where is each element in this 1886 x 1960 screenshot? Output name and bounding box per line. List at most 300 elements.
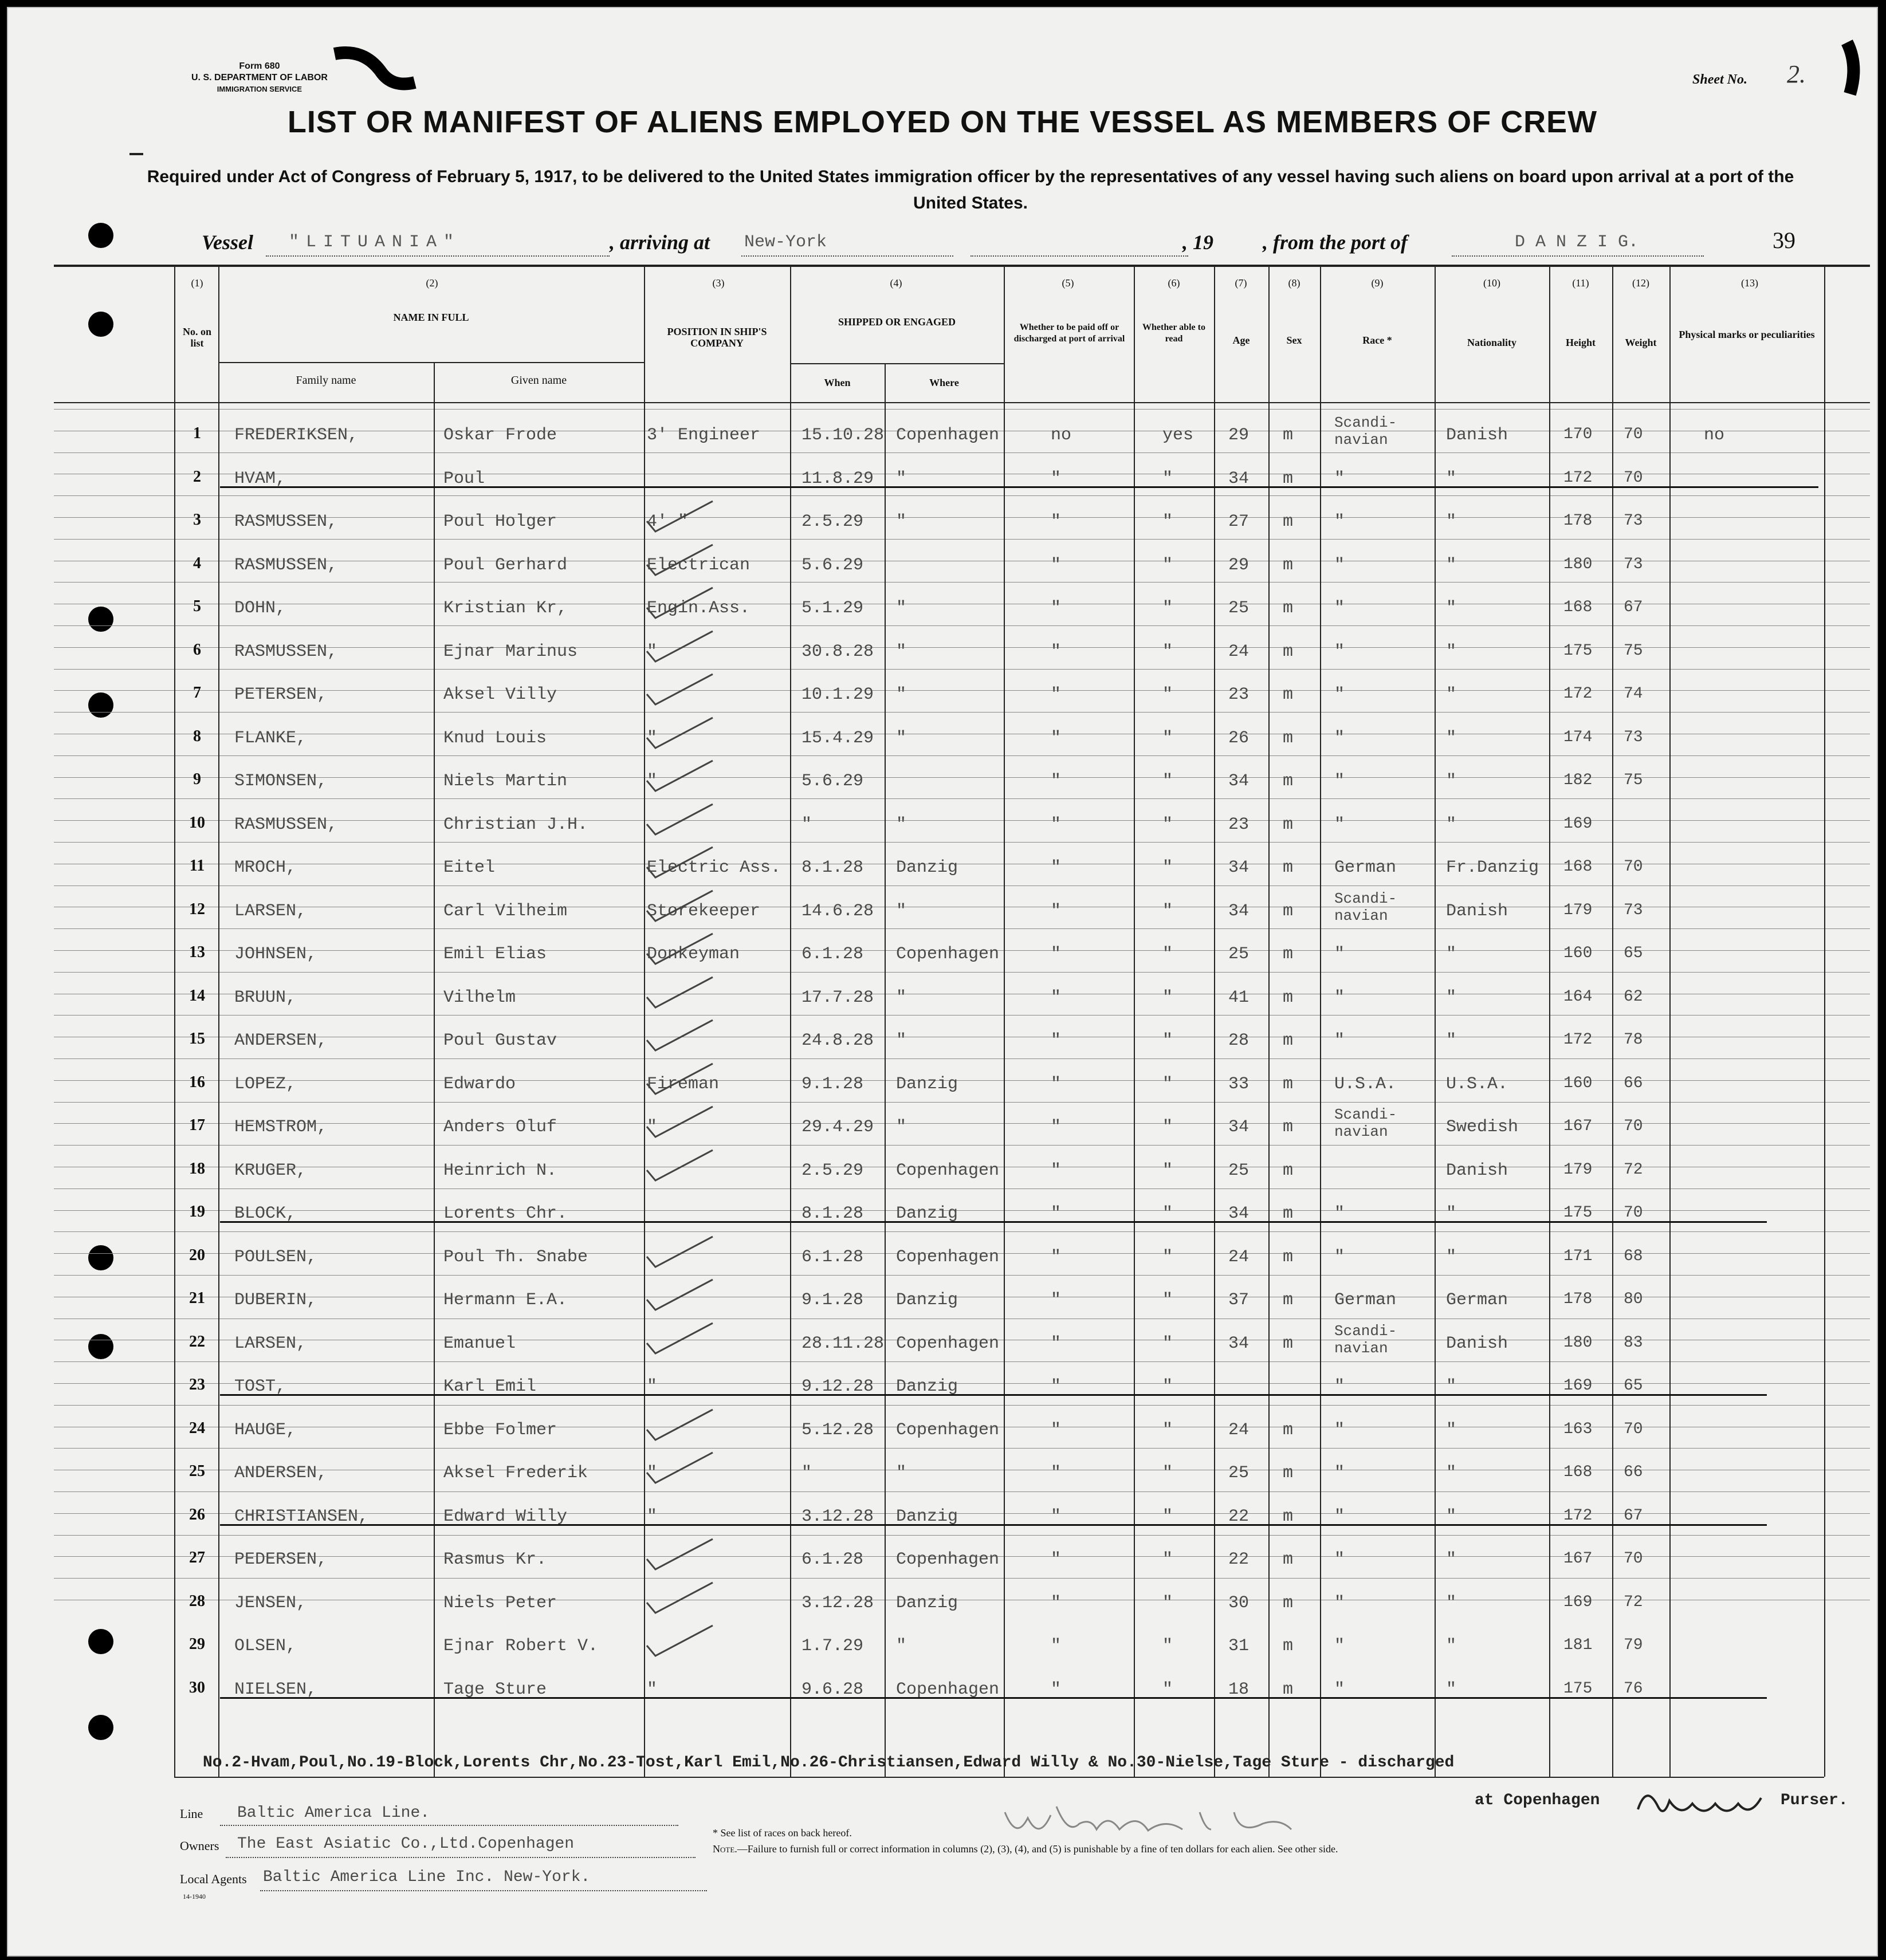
check-mark-icon <box>638 758 718 792</box>
line-value: Baltic America Line. <box>237 1804 430 1822</box>
shipped-port-cell: " <box>896 599 907 618</box>
race-cell: " <box>1334 1031 1345 1050</box>
family-name-cell: RASMUSSEN, <box>234 641 338 662</box>
header-no-on-list: No. on list <box>182 326 211 349</box>
check-mark-icon <box>638 628 718 663</box>
height-cell: 175 <box>1563 1679 1593 1698</box>
nationality-cell: " <box>1446 1593 1457 1613</box>
note-text: —Failure to furnish full or correct information in columns (2), (3), (4), and (5) is punishable by a fine of ten dollars for each alien. See other side. <box>737 1843 1338 1855</box>
header-age: Age <box>1232 334 1250 346</box>
height-cell: 168 <box>1563 599 1593 616</box>
nationality-cell: Swedish <box>1446 1117 1519 1137</box>
col-number: (6) <box>1168 277 1180 289</box>
shipped-date-cell: 9.6.28 <box>801 1679 864 1699</box>
given-name-cell: Oskar Frode <box>443 426 557 445</box>
nationality-cell: " <box>1446 987 1457 1007</box>
sex-cell: m <box>1283 1593 1294 1613</box>
shipped-port-cell: Copenhagen <box>896 944 1000 964</box>
sex-cell: m <box>1283 1550 1294 1569</box>
race-cell: " <box>1334 1247 1345 1267</box>
sex-cell: m <box>1283 555 1294 575</box>
purser-label: Purser. <box>1781 1792 1848 1809</box>
able-to-read-cell: " <box>1162 641 1173 662</box>
shipped-port-cell: Copenhagen <box>896 1679 1000 1699</box>
height-cell: 160 <box>1563 1074 1593 1092</box>
given-name-cell: Eitel <box>443 858 496 877</box>
position-cell: " <box>647 1679 658 1699</box>
age-cell: 34 <box>1228 772 1250 791</box>
given-name-cell: Emanuel <box>443 1333 516 1353</box>
nationality-cell: " <box>1446 728 1457 748</box>
height-cell: 169 <box>1563 1593 1593 1611</box>
row-number: 4 <box>193 554 201 572</box>
given-name-cell: Poul Holger <box>443 512 557 532</box>
col-number: (9) <box>1371 277 1384 289</box>
inspector-signature-text <box>1005 1795 1170 1815</box>
sex-cell: m <box>1283 987 1294 1007</box>
able-to-read-cell: " <box>1162 1463 1173 1483</box>
sex-cell: m <box>1283 1204 1294 1223</box>
height-cell: 175 <box>1563 641 1593 660</box>
nationality-cell: " <box>1446 685 1457 705</box>
able-to-read-cell: " <box>1162 1117 1173 1137</box>
check-mark-icon <box>638 1147 718 1182</box>
strike-through-line <box>220 1524 1767 1526</box>
shipped-date-cell: 2.5.29 <box>801 512 864 532</box>
given-name-cell: Ejnar Robert V. <box>443 1636 599 1656</box>
punch-hole <box>88 1245 113 1270</box>
row-number: 3 <box>193 511 201 529</box>
weight-cell: 75 <box>1624 641 1643 660</box>
age-cell: 41 <box>1228 987 1250 1007</box>
age-cell: 28 <box>1228 1031 1250 1050</box>
position-cell: Electric Ass. <box>647 858 781 877</box>
check-mark-icon <box>638 498 718 533</box>
header-where: Where <box>929 377 959 388</box>
col-number: (12) <box>1632 277 1649 289</box>
sex-cell: m <box>1283 1160 1294 1180</box>
shipped-port-cell: " <box>896 987 907 1007</box>
shipped-port-cell: " <box>896 641 907 662</box>
paid-off-cell: " <box>1051 1160 1062 1180</box>
position-cell: 4' " <box>647 512 689 532</box>
able-to-read-cell: " <box>1162 555 1173 575</box>
sex-cell: m <box>1283 426 1294 445</box>
from-port-label: , from the port of <box>1263 231 1408 254</box>
age-cell: 24 <box>1228 1247 1250 1267</box>
vessel-name: "LITUANIA" <box>289 233 461 252</box>
shipped-date-cell: 15.10.28 <box>801 426 885 445</box>
paid-off-cell: " <box>1051 858 1062 877</box>
shipped-port-cell: " <box>896 1463 907 1483</box>
form-number: Form 680 <box>239 61 280 71</box>
sex-cell: m <box>1283 1247 1294 1267</box>
row-number: 6 <box>193 640 201 659</box>
able-to-read-cell: " <box>1162 944 1173 964</box>
weight-cell: 73 <box>1624 512 1643 530</box>
departure-port: D A N Z I G. <box>1515 233 1639 252</box>
row-number: 19 <box>189 1203 205 1221</box>
col-number: (13) <box>1741 277 1758 289</box>
check-mark-icon <box>638 1536 718 1571</box>
col-number: (8) <box>1288 277 1300 289</box>
sex-cell: m <box>1283 1679 1294 1699</box>
sex-cell: m <box>1283 1117 1294 1137</box>
shipped-port-cell: Danzig <box>896 1593 958 1613</box>
row-number: 24 <box>189 1419 205 1437</box>
weight-cell: 72 <box>1624 1593 1643 1611</box>
family-name-cell: BRUUN, <box>234 987 297 1007</box>
nationality-cell: German <box>1446 1290 1508 1310</box>
sex-cell: m <box>1283 641 1294 662</box>
able-to-read-cell: " <box>1162 599 1173 618</box>
sex-cell: m <box>1283 1420 1294 1440</box>
nationality-cell: " <box>1446 1550 1457 1569</box>
family-name-cell: NIELSEN, <box>234 1679 317 1699</box>
paid-off-cell: " <box>1051 1117 1062 1137</box>
row-number: 23 <box>189 1376 205 1394</box>
row-number: 9 <box>193 770 201 788</box>
paid-off-cell: " <box>1051 1636 1062 1656</box>
able-to-read-cell: " <box>1162 1506 1173 1526</box>
position-cell: " <box>647 772 658 791</box>
check-mark-icon <box>638 542 718 576</box>
strike-through-line <box>220 1697 1767 1699</box>
nationality-cell: " <box>1446 469 1457 489</box>
given-name-cell: Emil Elias <box>443 944 547 964</box>
shipped-port-cell: Copenhagen <box>896 1550 1000 1569</box>
check-mark-icon <box>638 1017 718 1052</box>
header-family-name: Family name <box>296 374 356 387</box>
family-name-cell: LARSEN, <box>234 901 307 921</box>
shipped-port-cell: " <box>896 1636 907 1656</box>
nationality-cell: Danish <box>1446 1160 1508 1180</box>
arriving-label: , arriving at <box>610 231 710 254</box>
age-cell: 25 <box>1228 1463 1250 1483</box>
form-identifier <box>191 61 328 95</box>
paid-off-cell: " <box>1051 772 1062 791</box>
shipped-date-cell: 3.12.28 <box>801 1506 874 1526</box>
position-cell: Fireman <box>647 1074 720 1094</box>
row-number: 1 <box>193 424 201 442</box>
nationality-cell: " <box>1446 1377 1457 1396</box>
age-cell: 22 <box>1228 1506 1250 1526</box>
shipped-port-cell: Danzig <box>896 1204 958 1223</box>
vessel-label: Vessel <box>202 231 253 254</box>
nationality-cell: " <box>1446 1506 1457 1526</box>
family-name-cell: RASMUSSEN, <box>234 512 338 532</box>
family-name-cell: LOPEZ, <box>234 1074 297 1094</box>
age-cell: 30 <box>1228 1593 1250 1613</box>
paid-off-cell: " <box>1051 685 1062 705</box>
paid-off-cell: " <box>1051 1593 1062 1613</box>
shipped-date-cell: 11.8.29 <box>801 469 874 489</box>
family-name-cell: RASMUSSEN, <box>234 814 338 835</box>
family-name-cell: SIMONSEN, <box>234 772 328 791</box>
row-number: 12 <box>189 900 205 918</box>
sex-cell: m <box>1283 944 1294 964</box>
paid-off-cell: " <box>1051 944 1062 964</box>
row-number: 11 <box>189 857 205 875</box>
punch-hole <box>88 607 113 632</box>
check-mark-icon <box>638 1061 718 1095</box>
row-number: 16 <box>189 1073 205 1091</box>
header-paid-off: Whether to be paid off or discharged at port of arrival <box>1013 322 1125 344</box>
able-to-read-cell: " <box>1162 858 1173 877</box>
weight-cell: 66 <box>1624 1463 1643 1481</box>
paid-off-cell: " <box>1051 469 1062 489</box>
race-cell: U.S.A. <box>1334 1074 1397 1094</box>
shipped-date-cell: 6.1.28 <box>801 944 864 964</box>
sex-cell: m <box>1283 858 1294 877</box>
col-number: (7) <box>1235 277 1247 289</box>
paid-off-cell: " <box>1051 728 1062 748</box>
given-name-cell: Edwardo <box>443 1074 516 1094</box>
weight-cell: 70 <box>1624 1550 1643 1568</box>
age-cell: 22 <box>1228 1550 1250 1569</box>
shipped-port-cell: " <box>896 728 907 748</box>
nationality-cell: " <box>1446 641 1457 662</box>
binding-mark <box>329 42 421 94</box>
position-cell: Electrican <box>647 555 751 575</box>
row-number: 15 <box>189 1030 205 1048</box>
paid-off-cell: " <box>1051 901 1062 921</box>
punch-hole <box>88 1715 113 1740</box>
weight-cell: 73 <box>1624 728 1643 746</box>
header-nationality: Nationality <box>1467 337 1516 348</box>
shipped-date-cell: " <box>801 1463 812 1483</box>
weight-cell: 75 <box>1624 772 1643 789</box>
given-name-cell: Knud Louis <box>443 728 547 748</box>
given-name-cell: Aksel Frederik <box>443 1463 588 1483</box>
family-name-cell: RASMUSSEN, <box>234 555 338 575</box>
height-cell: 172 <box>1563 469 1593 487</box>
age-cell: 27 <box>1228 512 1250 532</box>
check-mark-icon <box>638 585 718 619</box>
able-to-read-cell: yes <box>1162 426 1194 445</box>
position-cell: " <box>647 1506 658 1526</box>
sex-cell: m <box>1283 1636 1294 1656</box>
row-number: 5 <box>193 597 201 615</box>
weight-cell: 65 <box>1624 944 1643 962</box>
shipped-port-cell: " <box>896 1117 907 1137</box>
shipped-port-cell: Copenhagen <box>896 1160 1000 1180</box>
arrival-port: New-York <box>744 233 827 252</box>
race-cell: Scandi-navian <box>1334 1106 1397 1140</box>
paid-off-cell: " <box>1051 1333 1062 1353</box>
header-position: POSITION IN SHIP'S COMPANY <box>667 326 767 349</box>
able-to-read-cell: " <box>1162 469 1173 489</box>
shipped-date-cell: 30.8.28 <box>801 641 874 662</box>
age-cell: 34 <box>1228 1333 1250 1353</box>
age-cell: 34 <box>1228 1204 1250 1223</box>
shipped-port-cell: " <box>896 814 907 835</box>
sex-cell: m <box>1283 1506 1294 1526</box>
age-cell: 34 <box>1228 1117 1250 1137</box>
shipped-date-cell: 8.1.28 <box>801 1204 864 1223</box>
weight-cell: 70 <box>1624 1204 1643 1222</box>
row-number: 2 <box>193 467 201 486</box>
age-cell: 25 <box>1228 599 1250 618</box>
weight-cell: 66 <box>1624 1074 1643 1092</box>
age-cell: 23 <box>1228 685 1250 705</box>
sex-cell: m <box>1283 772 1294 791</box>
age-cell: 26 <box>1228 728 1250 748</box>
sheet-number: 2. <box>1787 60 1806 88</box>
row-number: 29 <box>189 1635 205 1653</box>
check-mark-icon <box>638 1320 718 1355</box>
row-number: 30 <box>189 1678 205 1697</box>
race-cell: " <box>1334 512 1345 532</box>
row-number: 26 <box>189 1505 205 1524</box>
race-cell: " <box>1334 641 1345 662</box>
paid-off-cell: " <box>1051 512 1062 532</box>
position-cell: " <box>647 1377 658 1396</box>
nationality-cell: " <box>1446 1204 1457 1223</box>
header-shipped: SHIPPED OR ENGAGED <box>838 316 956 328</box>
physical-marks-cell: no <box>1704 426 1725 445</box>
shipped-date-cell: 9.1.28 <box>801 1074 864 1094</box>
shipped-port-cell: Copenhagen <box>896 426 1000 445</box>
weight-cell: 70 <box>1624 426 1643 443</box>
nationality-cell: " <box>1446 1247 1457 1267</box>
vessel-line <box>8 227 1877 265</box>
race-cell: " <box>1334 599 1345 618</box>
shipped-date-cell: 8.1.28 <box>801 858 864 877</box>
race-cell: " <box>1334 555 1345 575</box>
nationality-cell: " <box>1446 512 1457 532</box>
paid-off-cell: " <box>1051 1204 1062 1223</box>
shipped-date-cell: 17.7.28 <box>801 987 874 1007</box>
row-number: 20 <box>189 1246 205 1264</box>
height-cell: 167 <box>1563 1550 1593 1568</box>
family-name-cell: CHRISTIANSEN, <box>234 1506 369 1526</box>
race-cell: " <box>1334 1593 1345 1613</box>
header-able-to-read: Whether able to read <box>1142 322 1205 344</box>
family-name-cell: JOHNSEN, <box>234 944 317 964</box>
nationality-cell: Danish <box>1446 1333 1508 1353</box>
check-mark-icon <box>638 1450 718 1484</box>
check-mark-icon <box>638 974 718 1009</box>
paid-off-cell: " <box>1051 1506 1062 1526</box>
shipped-port-cell: Danzig <box>896 1377 958 1396</box>
able-to-read-cell: " <box>1162 1550 1173 1569</box>
shipped-date-cell: 29.4.29 <box>801 1117 874 1137</box>
paid-off-cell: " <box>1051 1550 1062 1569</box>
age-cell: 23 <box>1228 814 1250 835</box>
race-cell: " <box>1334 1463 1345 1483</box>
given-name-cell: Edward Willy <box>443 1506 568 1526</box>
able-to-read-cell: " <box>1162 1074 1173 1094</box>
family-name-cell: MROCH, <box>234 858 297 877</box>
shipped-date-cell: 14.6.28 <box>801 901 874 921</box>
age-cell: 29 <box>1228 555 1250 575</box>
check-mark-icon <box>638 1234 718 1268</box>
check-mark-icon <box>638 1277 718 1311</box>
shipped-date-cell: 3.12.28 <box>801 1593 874 1613</box>
header-when: When <box>824 377 851 388</box>
given-name-cell: Carl Vilheim <box>443 901 568 921</box>
able-to-read-cell: " <box>1162 1031 1173 1050</box>
check-mark-icon <box>638 844 718 879</box>
family-name-cell: FREDERIKSEN, <box>234 426 359 445</box>
shipped-date-cell: 15.4.29 <box>801 728 874 748</box>
agents-value: Baltic America Line Inc. New-York. <box>263 1868 591 1886</box>
paid-off-cell: " <box>1051 1420 1062 1440</box>
col-number: (1) <box>191 277 203 289</box>
nationality-cell: " <box>1446 1463 1457 1483</box>
punch-hole <box>88 1629 113 1654</box>
col-number: (5) <box>1062 277 1074 289</box>
check-mark-icon <box>638 1623 718 1657</box>
header-sex: Sex <box>1286 334 1302 346</box>
given-name-cell: Lorents Chr. <box>443 1204 568 1223</box>
punch-hole <box>88 692 113 718</box>
race-cell: " <box>1334 1204 1345 1223</box>
nationality-cell: Fr.Danzig <box>1446 858 1539 877</box>
able-to-read-cell: " <box>1162 1593 1173 1613</box>
height-cell: 180 <box>1563 1333 1593 1352</box>
age-cell: 29 <box>1228 426 1250 445</box>
shipped-date-cell: 6.1.28 <box>801 1247 864 1267</box>
family-name-cell: ANDERSEN, <box>234 1463 328 1483</box>
sex-cell: m <box>1283 599 1294 618</box>
height-cell: 172 <box>1563 1031 1593 1049</box>
weight-cell: 74 <box>1624 685 1643 703</box>
race-cell: Scandi-navian <box>1334 414 1397 448</box>
check-mark-icon <box>638 1580 718 1614</box>
given-name-cell: Heinrich N. <box>443 1160 557 1180</box>
position-cell: " <box>647 1117 658 1137</box>
nationality-cell: " <box>1446 1636 1457 1656</box>
family-name-cell: ANDERSEN, <box>234 1031 328 1050</box>
given-name-cell: Poul <box>443 469 485 489</box>
shipped-date-cell: 9.12.28 <box>801 1377 874 1396</box>
race-cell: " <box>1334 1506 1345 1526</box>
family-name-cell: BLOCK, <box>234 1204 297 1223</box>
sex-cell: m <box>1283 1031 1294 1050</box>
col-number: (4) <box>890 277 902 289</box>
given-name-cell: Christian J.H. <box>443 814 588 835</box>
height-cell: 171 <box>1563 1247 1593 1265</box>
family-name-cell: POULSEN, <box>234 1247 317 1267</box>
position-cell: Storekeeper <box>647 901 761 921</box>
header-physical-marks: Physical marks or peculiarities <box>1679 329 1815 340</box>
height-cell: 163 <box>1563 1420 1593 1438</box>
able-to-read-cell: " <box>1162 901 1173 921</box>
race-cell: " <box>1334 1420 1345 1440</box>
age-cell: 34 <box>1228 858 1250 877</box>
row-number: 18 <box>189 1159 205 1178</box>
able-to-read-cell: " <box>1162 1679 1173 1699</box>
sex-cell: m <box>1283 685 1294 705</box>
paid-off-cell: " <box>1051 1247 1062 1267</box>
age-cell: 37 <box>1228 1290 1250 1310</box>
owners-label: Owners <box>180 1839 219 1853</box>
weight-cell: 80 <box>1624 1290 1643 1308</box>
height-cell: 172 <box>1563 685 1593 703</box>
col-number: (10) <box>1483 277 1500 289</box>
shipped-port-cell: Danzig <box>896 1506 958 1526</box>
family-name-cell: DOHN, <box>234 599 286 618</box>
shipped-date-cell: 28.11.28 <box>801 1333 885 1353</box>
given-name-cell: Poul Th. Snabe <box>443 1247 588 1267</box>
department-name: U. S. DEPARTMENT OF LABOR <box>191 73 328 82</box>
paid-off-cell: " <box>1051 599 1062 618</box>
able-to-read-cell: " <box>1162 512 1173 532</box>
shipped-port-cell: Danzig <box>896 858 958 877</box>
height-cell: 181 <box>1563 1636 1593 1654</box>
